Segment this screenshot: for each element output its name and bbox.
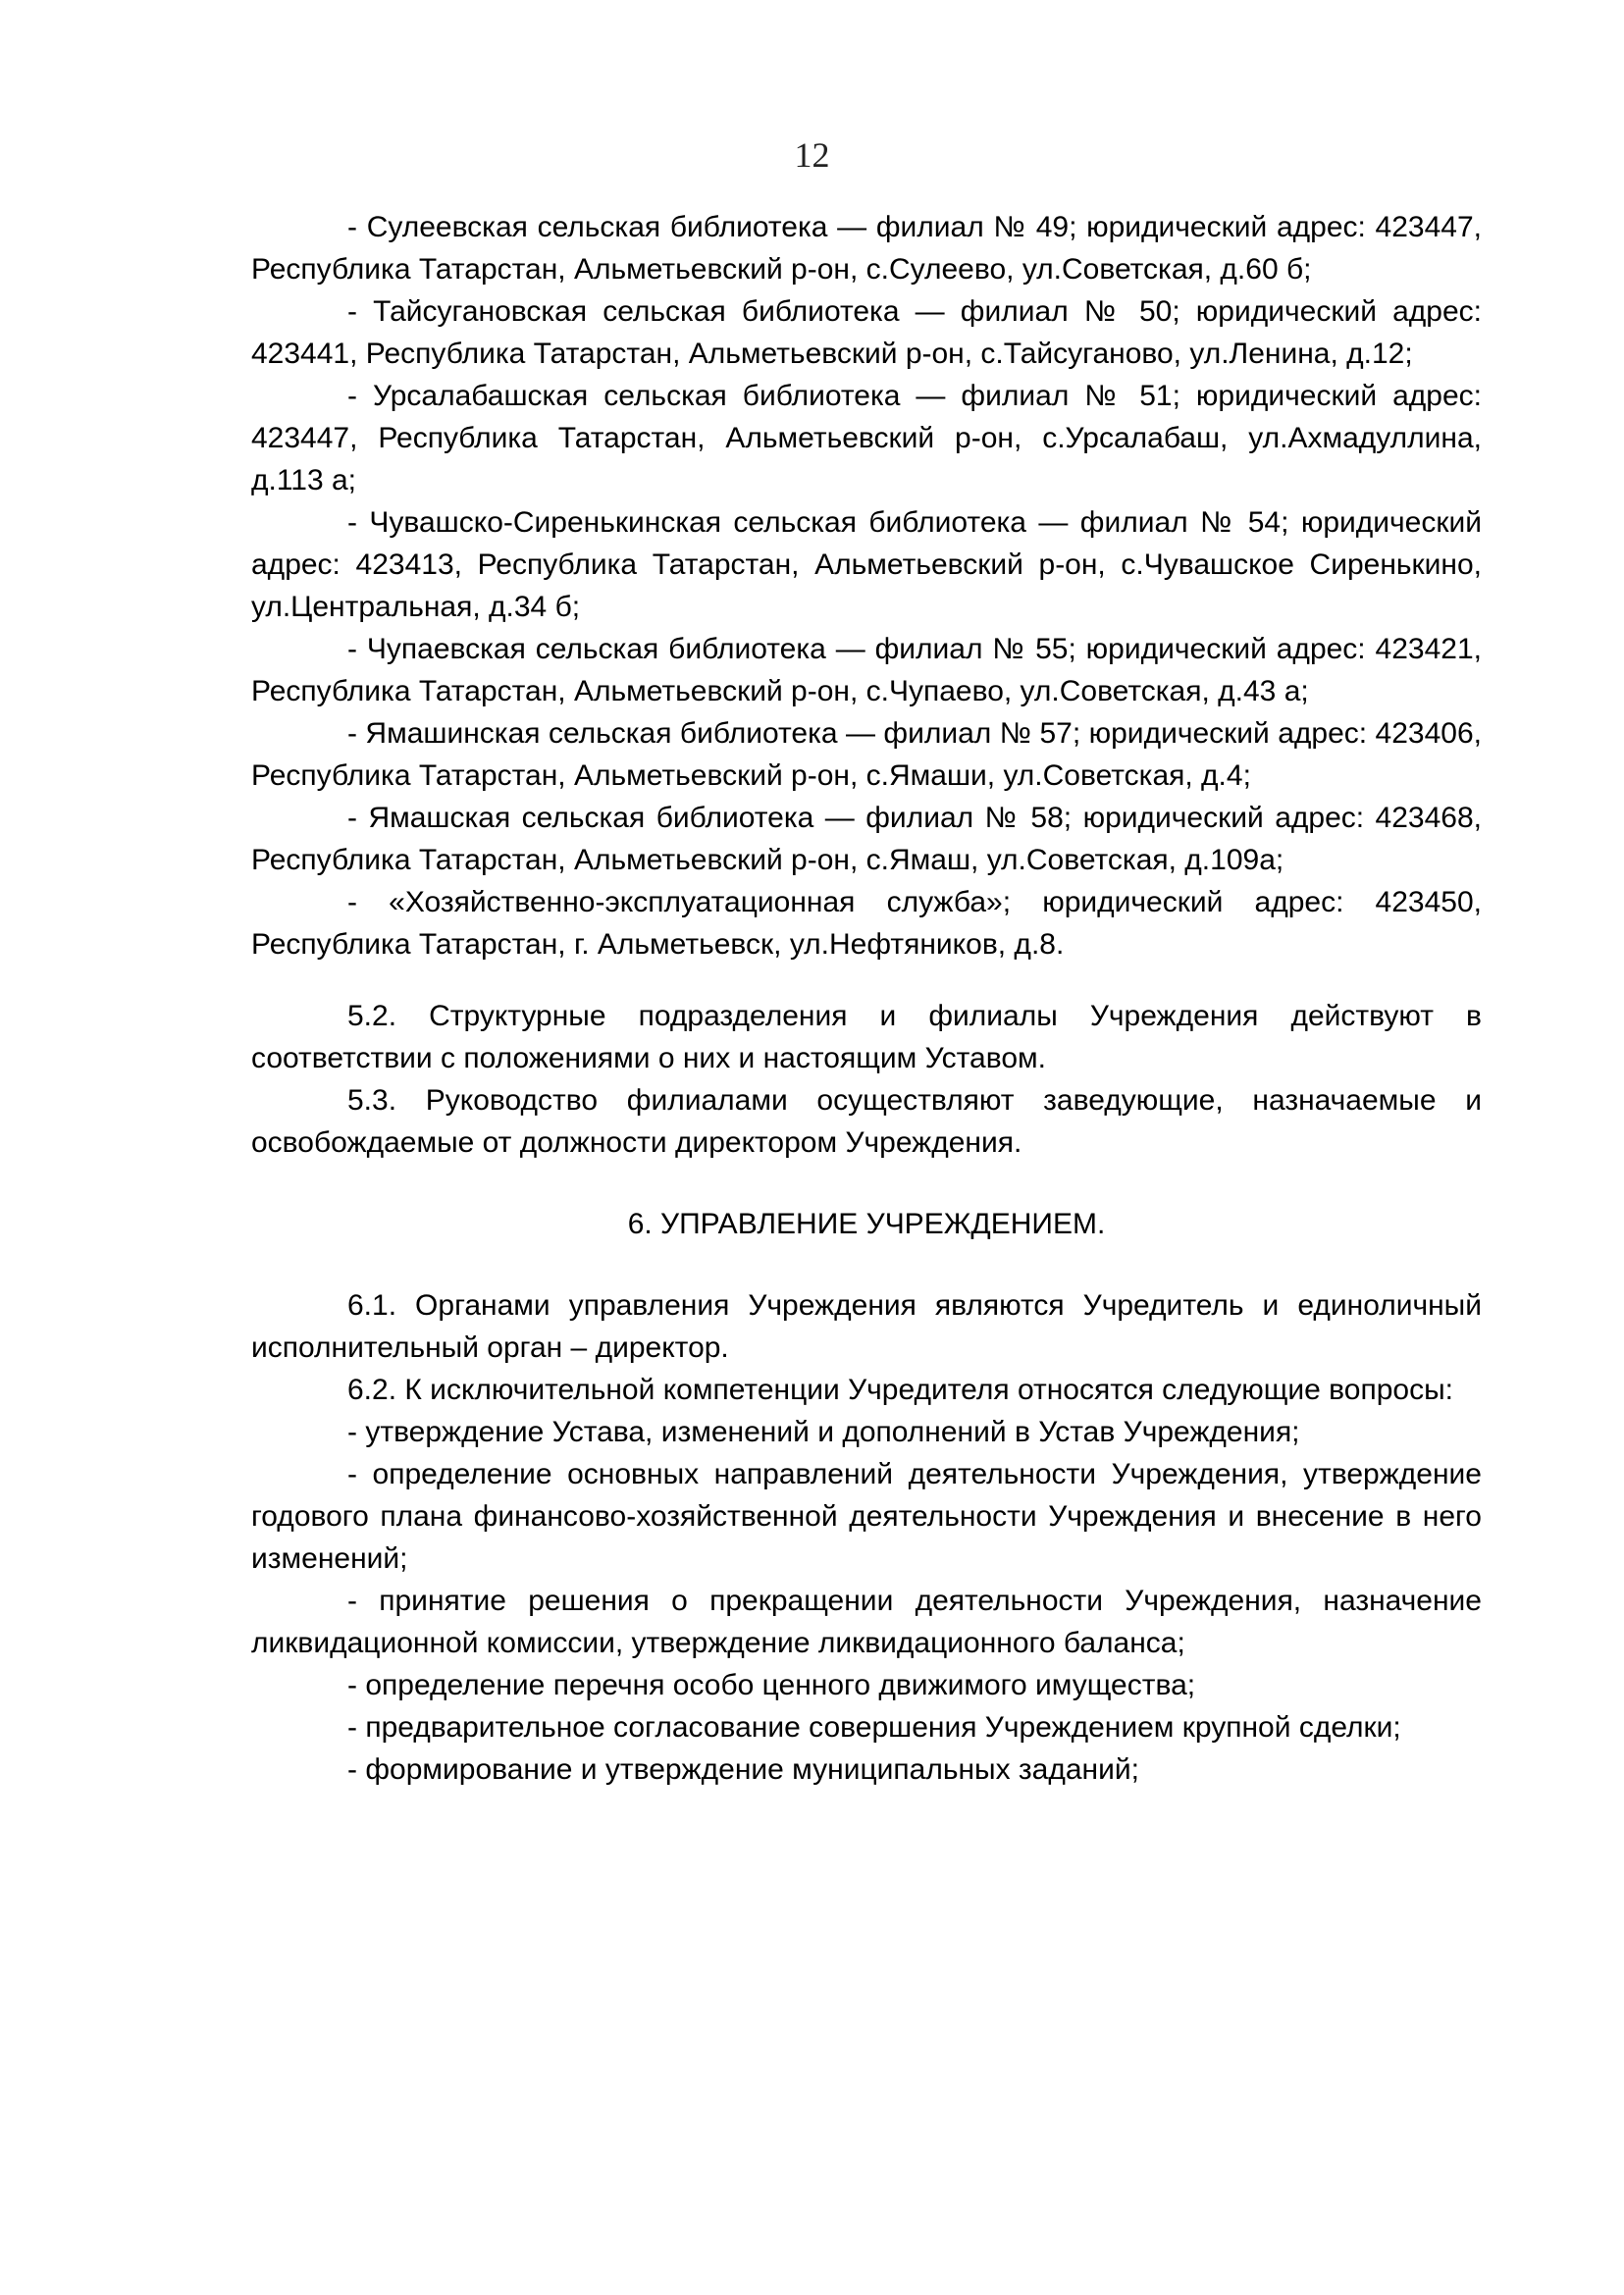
bullet-charter-approval: - утверждение Устава, изменений и дополнений в Устав Учреждения;: [347, 1416, 1300, 1448]
bullet-municipal-tasks: - формирование и утверждение муниципальных заданий;: [347, 1753, 1139, 1786]
clause-6-2: 6.2. К исключительной компетенции Учредителя относятся следующие вопросы:: [347, 1374, 1453, 1406]
branch-item-57: - Ямашинская сельская библиотека — филиал № 57; юридический адрес: 423406, Республика Татарстан, Альметьевский р-он, с.Ямаши, ул.Советская, д.4;: [251, 717, 1482, 792]
branch-item-49: - Сулеевская сельская библиотека — филиал № 49; юридический адрес: 423447, Республика Татарстан, Альметьевский р-он, с.Сулеево, ул.Советская, д.60 б;: [251, 211, 1482, 286]
bullet-major-transaction: - предварительное согласование совершения Учреждением крупной сделки;: [347, 1711, 1401, 1744]
page-number: 12: [794, 135, 830, 175]
branch-item-50: - Тайсугановская сельская библиотека — филиал № 50; юридический адрес: 423441, Республика Татарстан, Альметьевский р-он, с.Тайсуганово, ул.Ленина, д.12;: [251, 295, 1482, 370]
branch-item-58: - Ямашская сельская библиотека — филиал № 58; юридический адрес: 423468, Республика Татарстан, Альметьевский р-он, с.Ямаш, ул.Советская, д.109а;: [251, 802, 1482, 876]
bullet-liquidation: - принятие решения о прекращении деятельности Учреждения, назначение ликвидационной комиссии, утверждение ликвидационного баланса;: [251, 1585, 1482, 1659]
branch-item-51: - Урсалабашская сельская библиотека — филиал № 51; юридический адрес: 423447, Республика Татарстан, Альметьевский р-он, с.Урсалабаш, ул.Ахмадуллина, д.113 а;: [251, 380, 1482, 496]
document-body: [251, 206, 1482, 1791]
section-6-heading: 6. УПРАВЛЕНИЕ УЧРЕЖДЕНИЕМ.: [627, 1208, 1106, 1240]
branch-item-54: - Чувашско-Сиренькинская сельская библиотека — филиал № 54; юридический адрес: 423413, Республика Татарстан, Альметьевский р-он, с.Чувашское Сиренькино, ул.Центральная, д.34 б;: [251, 506, 1482, 623]
bullet-movable-property: - определение перечня особо ценного движимого имущества;: [347, 1669, 1196, 1701]
bullet-activity-directions: - определение основных направлений деятельности Учреждения, утверждение годового плана финансово-хозяйственной деятельности Учреждения и внесение в него изменений;: [251, 1458, 1482, 1575]
clause-5-3: 5.3. Руководство филиалами осуществляют заведующие, назначаемые и освобождаемые от должности директором Учреждения.: [251, 1084, 1482, 1159]
branch-item-55: - Чупаевская сельская библиотека — филиал № 55; юридический адрес: 423421, Республика Татарстан, Альметьевский р-он, с.Чупаево, ул.Советская, д.43 а;: [251, 633, 1482, 707]
clause-6-1: 6.1. Органами управления Учреждения являются Учредитель и единоличный исполнительный орган – директор.: [251, 1289, 1482, 1364]
clause-5-2: 5.2. Структурные подразделения и филиалы Учреждения действуют в соответствии с положениями о них и настоящим Уставом.: [251, 1000, 1482, 1074]
branch-item-hes: - «Хозяйственно-эксплуатационная служба»; юридический адрес: 423450, Республика Татарстан, г. Альметьевск, ул.Нефтяников, д.8.: [251, 886, 1482, 961]
